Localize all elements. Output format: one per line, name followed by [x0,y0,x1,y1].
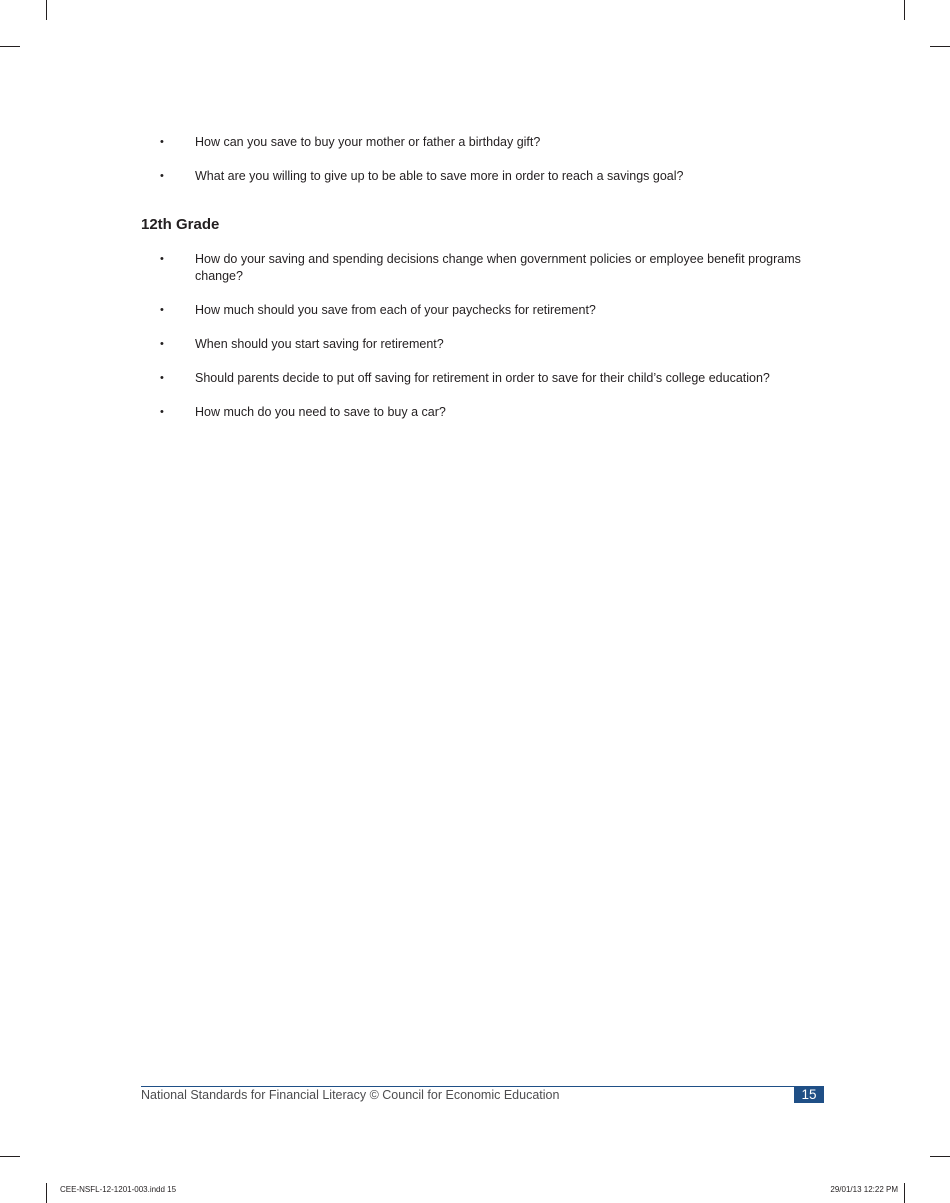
bullet-icon: • [160,406,164,418]
question-text: How much should you save from each of your paychecks for retirement? [195,303,596,317]
footer-text: National Standards for Financial Literacy © Council for Economic Education [141,1088,560,1102]
crop-mark-bottom-left-horizontal [0,1156,20,1157]
bullet-icon: • [160,253,164,265]
list-item [141,336,831,353]
list-item [141,134,831,151]
crop-mark-top-left-vertical [46,0,47,20]
section-heading-12th-grade: 12th Grade [141,216,220,233]
bullet-icon: • [160,170,164,182]
question-list-top [141,134,831,202]
crop-mark-top-right-horizontal [930,46,950,47]
bullet-icon: • [160,338,164,350]
question-list-12th-grade [141,251,831,438]
page-number-badge: 15 [794,1087,824,1103]
question-text: Should parents decide to put off saving for retirement in order to save for their child’s college education? [195,371,770,385]
bullet-icon: • [160,304,164,316]
crop-mark-bottom-right-horizontal [930,1156,950,1157]
question-text: When should you start saving for retirement? [195,337,444,351]
crop-mark-top-right-vertical [904,0,905,20]
question-text: How much do you need to save to buy a car? [195,405,446,419]
slug-date-info: 29/01/13 12:22 PM [830,1185,898,1194]
question-text: What are you willing to give up to be able to save more in order to reach a savings goal? [195,169,684,183]
bullet-icon: • [160,372,164,384]
list-item [141,370,831,387]
bullet-icon: • [160,136,164,148]
list-item [141,168,831,185]
list-item [141,251,831,285]
list-item [141,404,831,421]
crop-mark-bottom-left-vertical [46,1183,47,1203]
question-text: How do your saving and spending decisions change when government policies or employee benefit programs change? [195,252,801,283]
question-text: How can you save to buy your mother or father a birthday gift? [195,135,541,149]
slug-file-info: CEE-NSFL-12-1201-003.indd 15 [60,1185,177,1194]
crop-mark-top-left-horizontal [0,46,20,47]
crop-mark-bottom-right-vertical [904,1183,905,1203]
list-item [141,302,831,319]
